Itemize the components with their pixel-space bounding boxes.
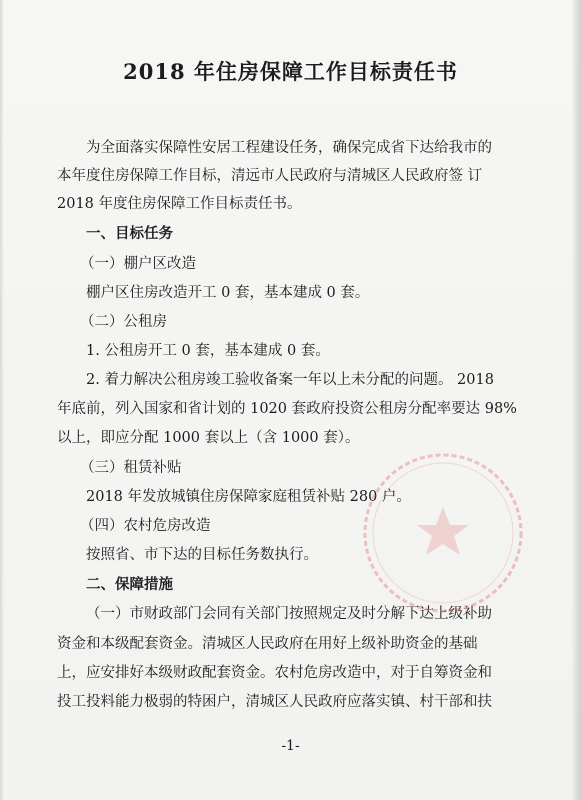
body-line-public-rental-3: 年底前，列入国家和省计划的 1020 套政府投资公租房分配率要达 98% bbox=[57, 401, 517, 417]
official-seal-stamp bbox=[355, 445, 530, 620]
body-line-measures-3: 上，应安排好本级财政配套资金。农村危房改造中，对于自筹资金和 bbox=[57, 665, 492, 681]
body-line-public-rental-1: 1. 公租房开工 0 套，基本建成 0 套。 bbox=[86, 343, 330, 359]
body-line-3: 2018 年度住房保障工作目标责任书。 bbox=[57, 196, 302, 212]
paper-edge-right bbox=[571, 0, 581, 800]
body-line-rural-housing: 按照省、市下达的目标任务数执行。 bbox=[86, 547, 318, 563]
page-number: -1- bbox=[281, 738, 300, 754]
section-heading-measures: 二、保障措施 bbox=[86, 576, 173, 593]
body-line-measures-4: 投工投料能力极弱的特困户，清城区人民政府应落实镇、村干部和扶 bbox=[57, 694, 492, 710]
subheading-shanty-reform: （一）棚户区改造 bbox=[80, 256, 196, 272]
body-line-2: 本年度住房保障工作目标，清远市人民政府与清城区人民政府签 订 bbox=[57, 168, 483, 184]
paper-edge-left bbox=[0, 0, 4, 800]
body-line-measures-1: （一）市财政部门会同有关部门按照规定及时分解下达上级补助 bbox=[86, 606, 492, 622]
section-heading-targets: 一、目标任务 bbox=[86, 225, 173, 242]
body-line-public-rental-2: 2. 着力解决公租房竣工验收备案一年以上未分配的问题。 2018 bbox=[86, 372, 494, 388]
body-line-rent-subsidy: 2018 年发放城镇住房保障家庭租赁补贴 280 户。 bbox=[86, 489, 411, 505]
body-line-shanty: 棚户区住房改造开工 0 套，基本建成 0 套。 bbox=[86, 285, 370, 301]
body-line-public-rental-4: 以上，即应分配 1000 套以上（含 1000 套）。 bbox=[57, 430, 360, 446]
subheading-rent-subsidy: （三）租赁补贴 bbox=[80, 460, 182, 476]
body-line-measures-2: 资金和本级配套资金。清城区人民政府在用好上级补助资金的基础 bbox=[57, 636, 478, 652]
body-line-1: 为全面落实保障性安居工程建设任务，确保完成省下达给我市的 bbox=[86, 140, 492, 156]
subheading-rural-housing: （四）农村危房改造 bbox=[80, 518, 211, 534]
subheading-public-rental: （二）公租房 bbox=[80, 314, 167, 330]
document-title: 2018 年住房保障工作目标责任书 bbox=[123, 59, 458, 84]
